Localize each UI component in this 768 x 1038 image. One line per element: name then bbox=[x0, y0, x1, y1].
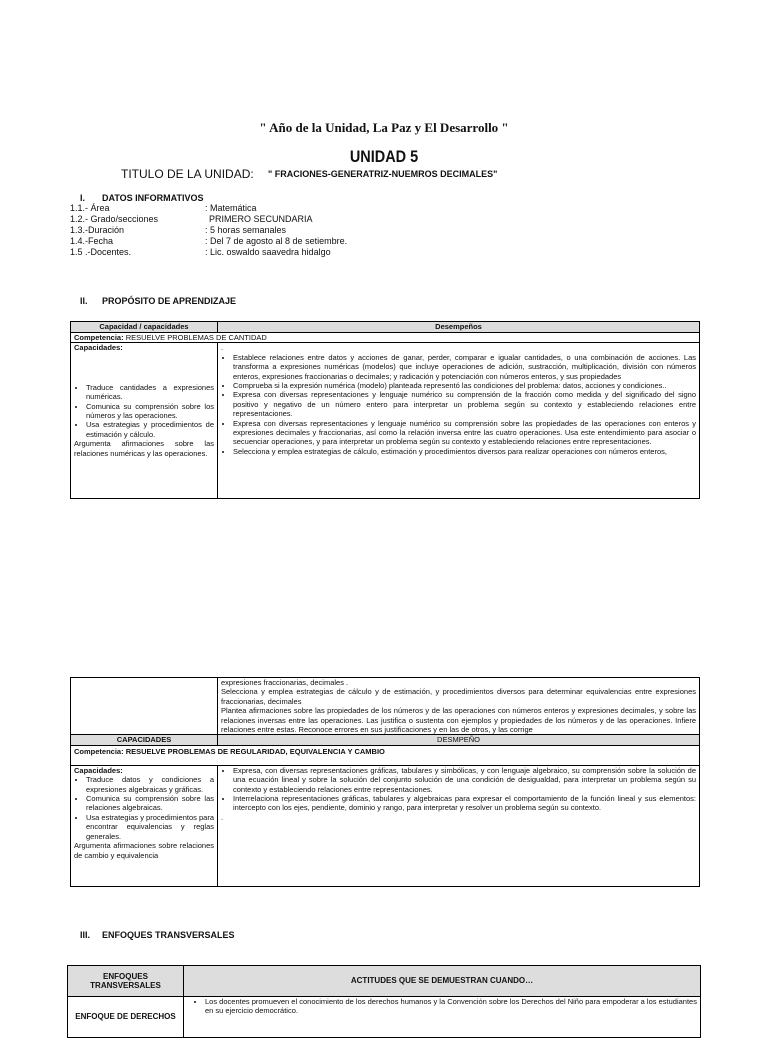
list-item: • Comunica su comprensión sobre las relaciones algebraicas. bbox=[86, 794, 214, 813]
capacities-label: Capacidades: bbox=[74, 343, 123, 353]
column-header: ENFOQUES TRANSVERSALES bbox=[68, 966, 184, 997]
performances-list bbox=[221, 353, 696, 456]
section-title: DATOS INFORMATIVOS bbox=[102, 193, 204, 203]
list-item: • Comprueba si la expresión numérica (modelo) planteada representó las condiciones del problema: datos, acciones y condiciones.. bbox=[233, 381, 696, 390]
capacity-argue: Argumenta afirmaciones sobre relaciones de cambio y equivalencia bbox=[74, 841, 214, 860]
info-row-date: 1.4.-Fecha : Del 7 de agosto al 8 de setiembre. bbox=[70, 236, 348, 246]
learning-purpose-table-continued bbox=[70, 677, 700, 887]
capacities-label: Capacidades: bbox=[74, 765, 123, 775]
info-row-teacher: 1.5 .-Docentes. : Lic. oswaldo saavedra hidalgo bbox=[70, 247, 331, 257]
competence-text: RESUELVE PROBLEMAS DE CANTIDAD bbox=[125, 333, 267, 342]
performances-list bbox=[221, 766, 696, 813]
unit-name-label: TITULO DE LA UNIDAD: bbox=[121, 167, 254, 181]
learning-purpose-table bbox=[70, 321, 700, 499]
column-header: Desempeños bbox=[218, 322, 700, 333]
column-header: ACTITUDES QUE SE DEMUESTRAN CUANDO… bbox=[184, 966, 701, 997]
column-header: CAPACIDADES bbox=[71, 735, 218, 746]
info-row-grade: 1.2.- Grado/secciones PRIMERO SECUNDARIA bbox=[70, 214, 313, 224]
attitudes-list bbox=[187, 997, 697, 1016]
list-item: • Expresa con diversas representaciones y lenguaje numérico su comprensión de la fracción como medida y del significado del signo positivo y negativo de un número entero para interpretar un problema según su contexto y estableciendo relaciones entre representaciones. bbox=[233, 390, 696, 418]
column-header: Capacidad / capacidades bbox=[71, 322, 218, 333]
section-heading-approaches: III. ENFOQUES TRANSVERSALES bbox=[80, 930, 235, 940]
info-row-area: 1.1.- Área : Matemática bbox=[70, 203, 257, 213]
column-header: DESMPEÑO bbox=[218, 735, 700, 746]
list-item: • Comunica su comprensión sobre los números y las operaciones. bbox=[86, 402, 214, 421]
capacities-list bbox=[74, 383, 214, 439]
year-motto: " Año de la Unidad, La Paz y El Desarrollo " bbox=[259, 120, 509, 135]
competence-row: Competencia: RESUELVE PROBLEMAS DE REGULARIDAD, EQUIVALENCIA Y CAMBIO bbox=[71, 746, 700, 765]
list-item: • Usa estrategias y procedimientos para encontrar equivalencias y reglas generales. bbox=[86, 813, 214, 841]
continued-text: Selecciona y emplea estrategias de cálculo y de estimación, y procedimientos diversos para determinar equivalencias entre expresiones fraccionarias, decimales bbox=[221, 687, 696, 706]
section-heading-data bbox=[80, 193, 204, 203]
table-header-row bbox=[68, 966, 701, 997]
approach-row bbox=[68, 997, 701, 1038]
list-item: • Traduce cantidades a expresiones numéricas. bbox=[86, 383, 214, 402]
list-item: • Los docentes promueven el conocimiento de los derechos humanos y la Convención sobre los Derechos del Niño para empoderar a los estudiantes en su ejercicio democrático. bbox=[205, 997, 697, 1016]
continued-text: Plantea afirmaciones sobre las propiedades de los números y de las operaciones con números enteros y expresiones decimales, y sobre las relaciones inversas entre las operaciones. Las justifica o sustenta con ejemplos y propiedades de los números y de las operaciones. Infiere relaciones entre estas. Reconoce errores en sus justificaciones y en las de otros, y las corrige bbox=[221, 706, 696, 735]
capacity-argue: Argumenta afirmaciones sobre las relaciones numéricas y las operaciones. bbox=[74, 439, 214, 458]
list-item: • Establece relaciones entre datos y acciones de ganar, perder, comparar e igualar cantidades, o una combinación de acciones. Las transforma a expresiones numéricas (modelos) que incluye operaciones de adición, sustracción, multiplicación, división con números enteros, expresiones fraccionarias o decimales; y radicación y potenciación con números enteros, y sus propiedades bbox=[233, 353, 696, 381]
capacities-row: Capacidades: • Traduce cantidades a expresiones numéricas. • Comunica su comprensión sobre los números y las operaciones. • Usa estrategias y procedimientos de estimación y cálculo. Argumenta afirmaciones sobre las relaciones numéricas y las operaciones. . • Establece relaciones entre datos y acciones de ganar, perder, comparar e igualar cantidades, o una combinación de acciones. Las transforma a expresiones numéricas (modelos) que incluye operaciones de adición, sustracción, multiplicación, división con números enteros, expresiones fraccionarias o decimales; y radicación y potenciación con números enteros, y sus propiedades • Comprueba si la expresión numérica (modelo) planteada representó las condiciones del problema: datos, acciones y condiciones.. • Expresa con diversas representaciones y lenguaje numérico su comprensión de la fracción como medida y del significado del signo positivo y negativo de un número entero para interpretar un problema según su contexto y estableciendo relaciones entre representaciones. • Expresa con diversas representaciones y lenguaje numérico su comprensión sobre las propiedades de las operaciones con enteros y expresiones decimales y fraccionarias, así como la relación inversa entre las cuatro operaciones. Usa este entendimiento para asociar o secuenciar operaciones, y para interpretar un problema según su contexto y estableciendo relaciones entre representaciones. • Selecciona y emplea estrategias de cálculo, estimación y procedimientos diversos para realizar operaciones con números enteros, bbox=[71, 343, 700, 499]
approaches-table bbox=[67, 965, 701, 1038]
capacities-list bbox=[74, 775, 214, 841]
unit-title: UNIDAD 5 bbox=[349, 147, 419, 166]
continued-row bbox=[71, 678, 700, 735]
table-header-row bbox=[71, 735, 700, 746]
approach-label: ENFOQUE DE DERECHOS bbox=[68, 997, 184, 1038]
competence-text: RESUELVE PROBLEMAS DE REGULARIDAD, EQUIVALENCIA Y CAMBIO bbox=[125, 747, 385, 757]
list-item: • Expresa con diversas representaciones y lenguaje numérico su comprensión sobre las propiedades de las operaciones con enteros y expresiones decimales y fraccionarias, así como la relación inversa entre las cuatro operaciones. Usa este entendimiento para asociar o secuenciar operaciones, y para interpretar un problema según su contexto y estableciendo relaciones entre representaciones. bbox=[233, 419, 696, 447]
competence-row: Competencia: RESUELVE PROBLEMAS DE CANTIDAD bbox=[71, 333, 700, 343]
table-header-row bbox=[71, 322, 700, 333]
list-item: • Traduce datos y condiciones a expresiones algebraicas y gráficas. bbox=[86, 775, 214, 794]
info-row-duration: 1.3.-Duración : 5 horas semanales bbox=[70, 225, 287, 235]
continued-text: expresiones fraccionarias, decimales . bbox=[221, 678, 349, 687]
section-number: I. bbox=[80, 193, 86, 203]
capacities-row: Capacidades: • Traduce datos y condiciones a expresiones algebraicas y gráficas. • Comunica su comprensión sobre las relaciones algebraicas. • Usa estrategias y procedimientos para encontrar equivalencias y reglas generales. Argumenta afirmaciones sobre relaciones de cambio y equivalencia • Expresa, con diversas representaciones gráficas, tabulares y simbólicas, y con lenguaje algebraico, su comprensión sobre la solución de una ecuación lineal y sobre la solución del conjunto solución de una condición de desigualdad, para interpretar un problema según su contexto y estableciendo relaciones entre representaciones. • Interrelaciona representaciones gráficas, tabulares y algebraicas para expresar el comportamiento de la función lineal y sus elementos: intercepto con los ejes, pendiente, dominio y rango, para interpretar y resolver un problema según su contexto. . bbox=[71, 765, 700, 886]
list-item: • Selecciona y emplea estrategias de cálculo, estimación y procedimientos diversos para realizar operaciones con números enteros, bbox=[233, 447, 696, 456]
list-item: • Interrelaciona representaciones gráficas, tabulares y algebraicas para expresar el comportamiento de la función lineal y sus elementos: intercepto con los ejes, pendiente, dominio y rango, para interpretar y resolver un problema según su contexto. bbox=[233, 794, 696, 813]
list-item: • Usa estrategias y procedimientos de estimación y cálculo. bbox=[86, 420, 214, 439]
info-list bbox=[70, 203, 347, 258]
unit-name: " FRACIONES-GENERATRIZ-NUEMROS DECIMALES" bbox=[268, 169, 498, 179]
section-heading-purpose: II. PROPÓSITO DE APRENDIZAJE bbox=[80, 296, 237, 306]
list-item: • Expresa, con diversas representaciones gráficas, tabulares y simbólicas, y con lenguaje algebraico, su comprensión sobre la solución de una ecuación lineal y sobre la solución del conjunto solución de una condición de desigualdad, para interpretar un problema según su contexto y estableciendo relaciones entre representaciones. bbox=[233, 766, 696, 794]
